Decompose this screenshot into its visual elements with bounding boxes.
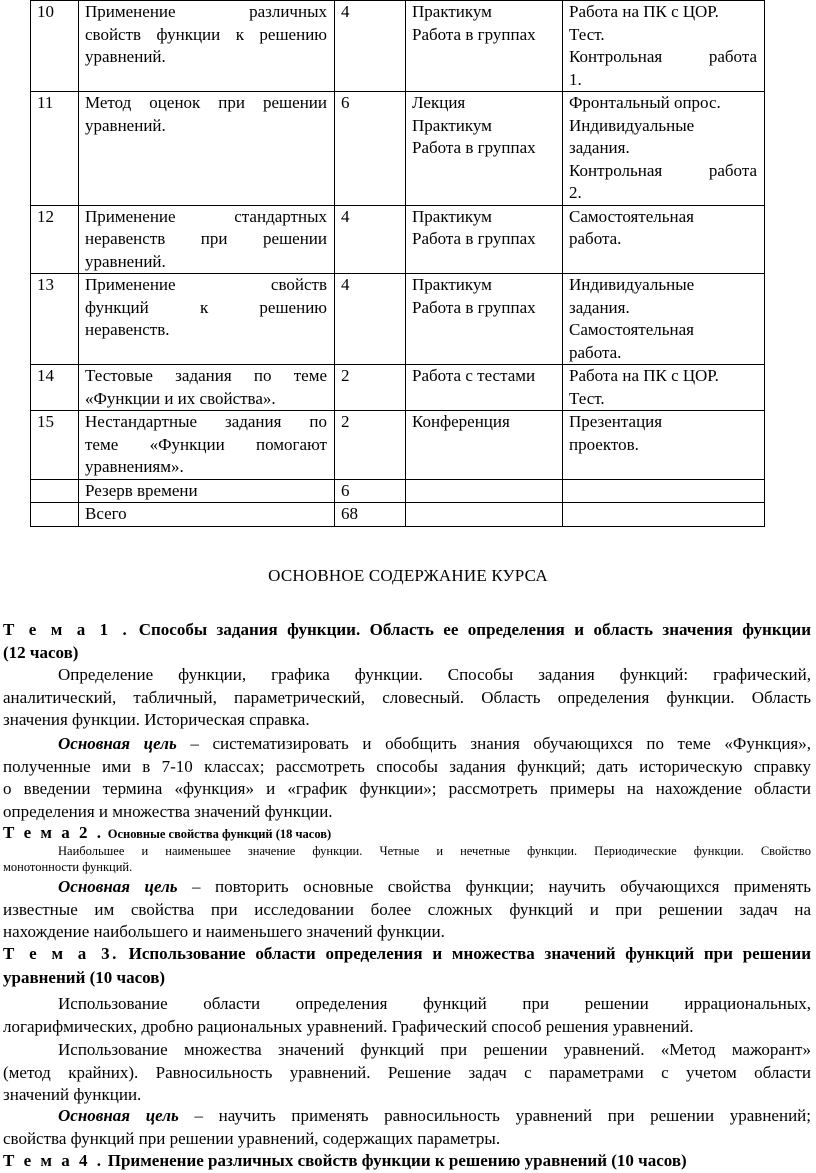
topic-cell [79, 1, 335, 92]
cell-line: Работа в группах [412, 297, 536, 317]
cell-line: 2. [569, 183, 582, 202]
cell-line: Презентация [569, 412, 663, 431]
cell-line: Тест. [569, 388, 605, 408]
hours-cell: 68 [335, 503, 406, 527]
control-cell [563, 365, 765, 411]
cell-line: Индивидуальные [569, 275, 695, 294]
row-number [31, 503, 79, 527]
form-cell [406, 92, 563, 206]
cell-line: задания. [569, 297, 630, 317]
form-cell [406, 205, 563, 274]
cell-line: уравнениям». [85, 457, 184, 476]
topic4-heading: Т е м а 4 . Применение различных свойств функции к решению уравнений (10 часов) [3, 1151, 687, 1170]
cell-line: Применение свойств [85, 275, 327, 294]
form-cell [406, 1, 563, 92]
row-label: Резерв времени [79, 479, 335, 503]
hours-cell: 4 [335, 274, 406, 365]
hours-cell: 6 [335, 92, 406, 206]
form-cell [406, 503, 563, 527]
control-cell [563, 274, 765, 365]
cell-line: Применение стандартных [85, 206, 327, 226]
cell-line: Самостоятельная [569, 206, 694, 226]
topic1-goal: Основная цель – систематизировать и обобщить знания обучающихся по теме «Функция», полученные ими в 7-10 классах; рассмотреть способы задания функций; дать историческую справку о введении термина «функция» и «график функции»; рассмотреть примеры на нахождение области определения и множества значений функции. [3, 734, 811, 821]
cell-line: проектов. [569, 434, 639, 454]
cell-line: работа. [569, 229, 622, 248]
course-content-heading: ОСНОВНОЕ СОДЕРЖАНИЕ КУРСА [268, 566, 548, 585]
control-cell [563, 1, 765, 92]
table-row [31, 365, 765, 411]
table-row [31, 411, 765, 480]
cell-line: работа. [569, 342, 622, 362]
topic3-goal: Основная цель – научить применять равносильность уравнений при решении уравнений; свойства функций при решении уравнений, содержащих параметры. [3, 1106, 811, 1148]
reserve-row [31, 479, 765, 503]
hours-cell: 2 [335, 411, 406, 480]
topic3-body2: Использование множества значений функций при решении уравнений. «Метод мажорант» (метод крайних). Равносильность уравнений. Решение задач с параметрами с учетом области значений функции. [3, 1040, 811, 1105]
cell-line: Конференция [412, 412, 510, 431]
topic-cell [79, 274, 335, 365]
cell-line: Контрольная работа [569, 160, 757, 180]
topic-cell [79, 205, 335, 274]
row-number: 13 [31, 274, 79, 365]
cell-line: Нестандартные задания по [85, 412, 327, 431]
table-row [31, 274, 765, 365]
cell-line: Работа на ПК с ЦОР. [569, 366, 719, 385]
control-cell [563, 503, 765, 527]
cell-line: уравнений. [85, 115, 166, 135]
cell-line: Работа в группах [412, 138, 536, 157]
topic1-heading: Т е м а 1 . Способы задания функции. Область ее определения и область значения функции (12 часов) [3, 620, 812, 662]
cell-line: Практикум [412, 115, 492, 135]
cell-line: уравнений. [85, 251, 166, 271]
row-number: 12 [31, 205, 79, 274]
cell-line: неравенств. [85, 320, 170, 339]
row-number [31, 479, 79, 503]
cell-line: свойств функции к решению [85, 24, 327, 44]
row-label: Всего [79, 503, 335, 527]
form-cell [406, 479, 563, 503]
cell-line: 1. [569, 69, 582, 89]
cell-line: Метод оценок при решении [85, 93, 327, 112]
cell-line: Фронтальный опрос. [569, 93, 721, 112]
cell-line: Применение различных [85, 2, 327, 21]
hours-cell: 6 [335, 479, 406, 503]
cell-line: «Функции и их свойства». [85, 388, 276, 408]
topic3-goal-label: Основная цель [58, 1106, 179, 1125]
control-cell [563, 92, 765, 206]
cell-line: Работа с тестами [412, 366, 536, 385]
control-cell [563, 205, 765, 274]
hours-cell: 2 [335, 365, 406, 411]
row-number: 15 [31, 411, 79, 480]
cell-line: Лекция [412, 93, 466, 112]
topic2-goal: Основная цель – повторить основные свойства функции; научить обучающихся применять известные им свойства при исследовании более сложных функций и при решении задач на нахождение наибольшего и наименьшего значений функции. [3, 877, 811, 942]
cell-line: уравнений. [85, 47, 166, 66]
form-cell [406, 365, 563, 411]
topic2-body: Наибольшее и наименьшее значение функции. Четные и нечетные функции. Периодические функции. Свойство монотонности функций. [3, 844, 811, 874]
topic-cell [79, 365, 335, 411]
cell-line: Практикум [412, 275, 492, 294]
row-number: 10 [31, 1, 79, 92]
cell-line: Самостоятельная [569, 320, 694, 339]
topic2-goal-label: Основная цель [58, 877, 178, 896]
control-cell [563, 479, 765, 503]
cell-line: теме «Функции помогают [85, 434, 327, 454]
topic-cell [79, 411, 335, 480]
cell-line: функций к решению [85, 297, 327, 317]
cell-line: Тестовые задания по теме [85, 366, 327, 385]
topic2-heading: Т е м а 2 . Основные свойства функций (18 часов) [3, 823, 332, 842]
cell-line: Практикум [412, 2, 492, 21]
topic1-goal-label: Основная цель [58, 734, 177, 753]
topic3-body1: Использование области определения функций при решении иррациональных, логарифмических, дробно рациональных уравнений. Графический способ решения уравнений. [3, 994, 811, 1036]
table-row [31, 1, 765, 92]
form-cell [406, 274, 563, 365]
cell-line: Практикум [412, 206, 492, 226]
total-row [31, 503, 765, 527]
topic3-heading: Т е м а 3. Использование области определения и множества значений функций при решении уравнений (10 часов) [3, 944, 811, 987]
table-row [31, 205, 765, 274]
cell-line: Работа на ПК с ЦОР. [569, 2, 719, 21]
hours-cell: 4 [335, 205, 406, 274]
cell-line: Работа в группах [412, 24, 536, 44]
cell-line: Контрольная работа [569, 47, 757, 66]
row-number: 14 [31, 365, 79, 411]
topic1-body: Определение функции, графика функции. Способы задания функций: графический, аналитический, табличный, параметрический, словесный. Область определения функции. Область значения функции. Историческая справка. [3, 665, 811, 730]
curriculum-table [30, 0, 765, 527]
control-cell [563, 411, 765, 480]
cell-line: задания. [569, 138, 630, 157]
table-row [31, 92, 765, 206]
hours-cell: 4 [335, 1, 406, 92]
cell-line: Работа в группах [412, 229, 536, 248]
row-number: 11 [31, 92, 79, 206]
topic-cell [79, 92, 335, 206]
cell-line: Тест. [569, 24, 605, 44]
cell-line: Индивидуальные [569, 115, 695, 135]
cell-line: неравенств при решении [85, 229, 327, 248]
form-cell [406, 411, 563, 480]
